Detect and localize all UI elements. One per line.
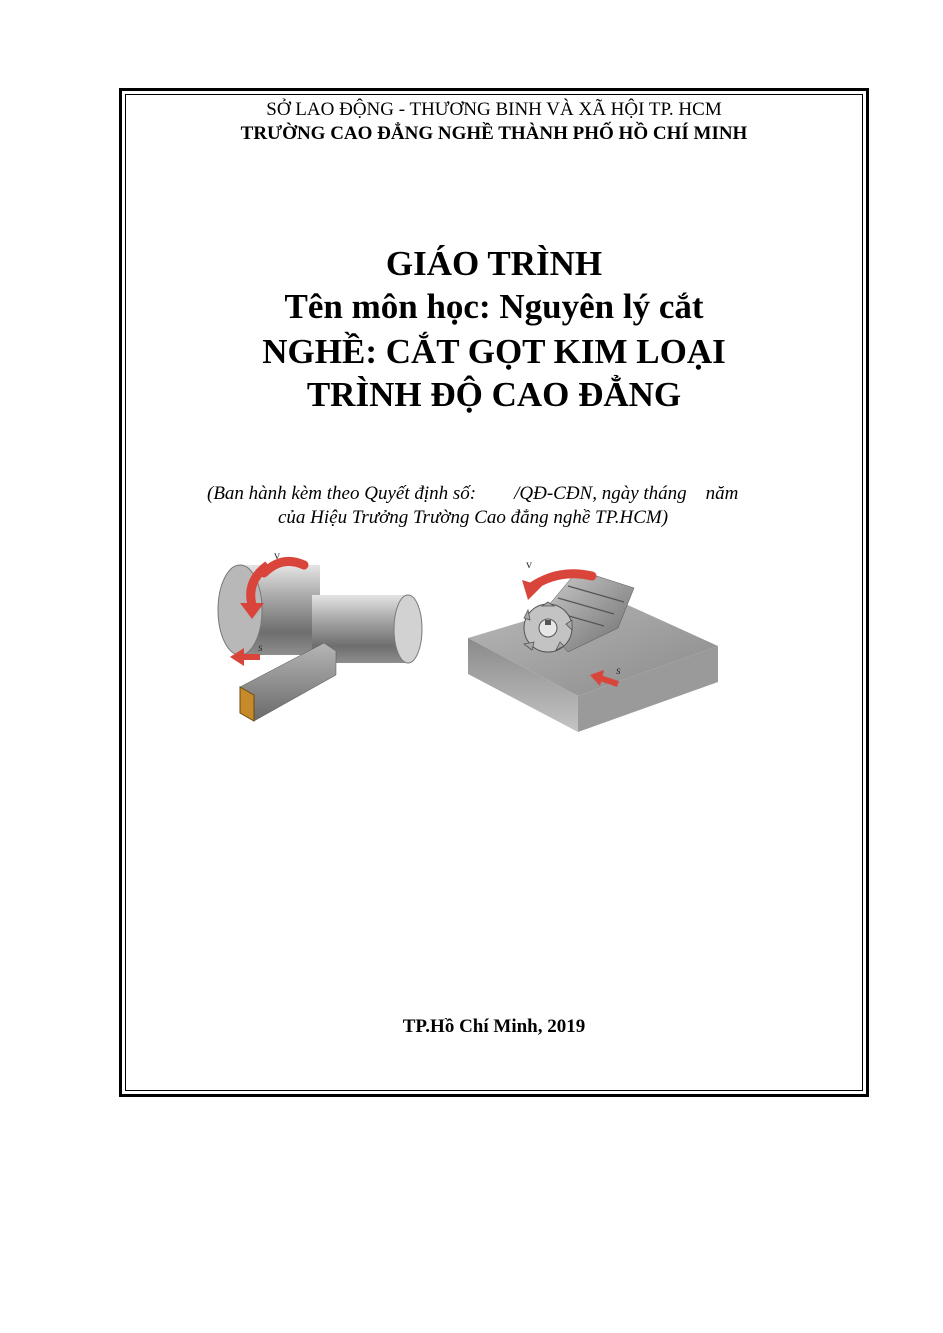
decree-note-line1: (Ban hành kèm theo Quyết định số: /QĐ-CĐN, ngày tháng năm: [207, 483, 739, 504]
document-title: GIÁO TRÌNH: [385, 244, 603, 283]
turning-illustration: [212, 545, 444, 730]
subject-name: Tên môn học: Nguyên lý cắt: [284, 287, 704, 326]
milling-feed-label: s: [616, 663, 621, 677]
milling-velocity-label: v: [526, 557, 532, 571]
school-header: TRƯỜNG CAO ĐẲNG NGHỀ THÀNH PHỐ HỒ CHÍ MINH: [240, 123, 748, 144]
turning-velocity-label: v: [274, 548, 280, 562]
turning-feed-label: s: [258, 640, 263, 654]
milling-illustration: [468, 548, 720, 732]
place-and-date: TP.Hồ Chí Minh, 2019: [402, 1016, 586, 1037]
profession-name: NGHỀ: CẮT GỌT KIM LOẠI: [262, 332, 726, 371]
education-level: TRÌNH ĐỘ CAO ĐẲNG: [306, 375, 682, 414]
decree-note-line2: của Hiệu Trưởng Trường Cao đẳng nghề TP.HCM): [278, 507, 669, 528]
ministry-header: SỞ LAO ĐỘNG - THƯƠNG BINH VÀ XÃ HỘI TP. HCM: [266, 99, 722, 120]
